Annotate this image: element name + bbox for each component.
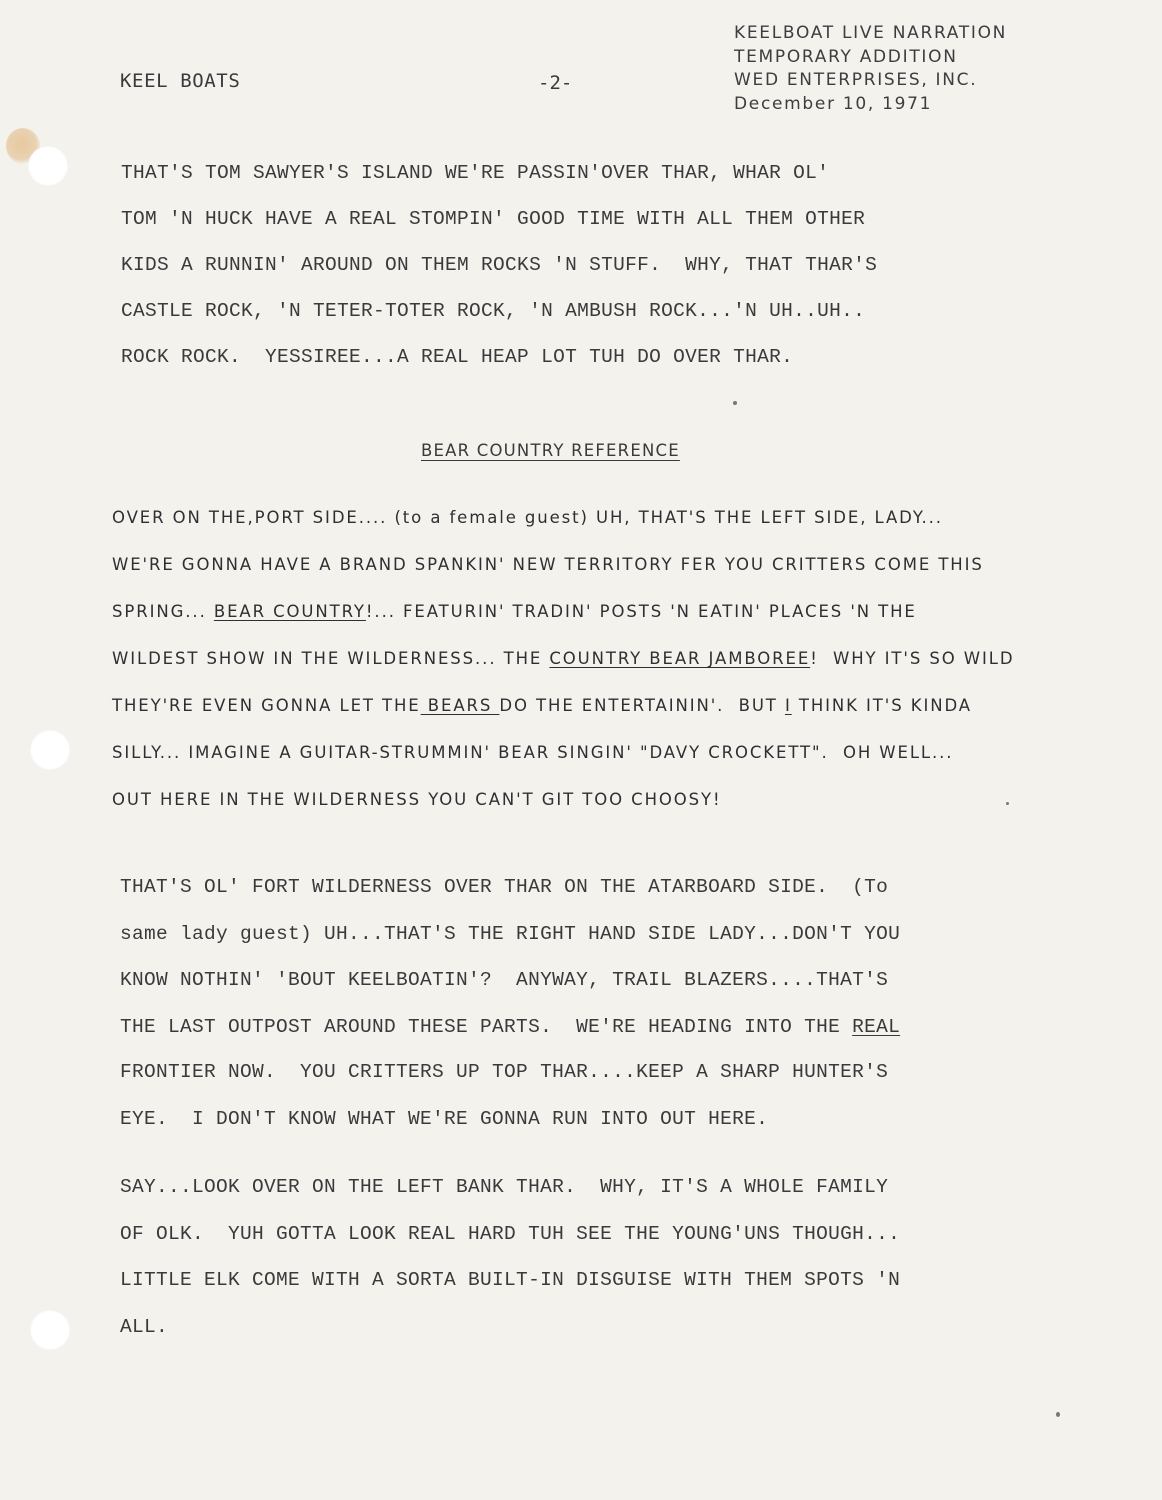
text-line: THE LAST OUTPOST AROUND THESE PARTS. WE'RE HEADING INTO THE REAL (120, 1016, 901, 1038)
header-info-line: KEELBOAT LIVE NARRATION (734, 23, 1008, 43)
text-line: EYE. I DON'T KNOW WHAT WE'RE GONNA RUN INTO OUT HERE. (120, 1108, 769, 1130)
text-line: SPRING... BEAR COUNTRY!... FEATURIN' TRADIN' POSTS 'N EATIN' PLACES 'N THE (112, 602, 917, 621)
text-line: KNOW NOTHIN' 'BOUT KEELBOATIN'? ANYWAY, TRAIL BLAZERS....THAT'S (120, 969, 889, 991)
binder-hole-bottom (30, 1310, 70, 1350)
document-title: KEEL BOATS (120, 70, 241, 92)
text-line: LITTLE ELK COME WITH A SORTA BUILT-IN DISGUISE WITH THEM SPOTS 'N (120, 1269, 901, 1291)
text-line: THAT'S TOM SAWYER'S ISLAND WE'RE PASSIN'OVER THAR, WHAR OL' (121, 162, 830, 184)
binder-hole-middle (30, 730, 70, 770)
section-heading-text: BEAR COUNTRY REFERENCE (421, 441, 680, 460)
text-line: OUT HERE IN THE WILDERNESS YOU CAN'T GIT TOO CHOOSY! (112, 790, 722, 809)
underlined-text: REAL (852, 1016, 901, 1038)
ink-speck (1056, 1412, 1060, 1417)
page-number: -2- (538, 72, 573, 94)
header-info-block (734, 22, 1007, 116)
underlined-text: I (784, 696, 792, 715)
text-line: OF OLK. YUH GOTTA LOOK REAL HARD TUH SEE THE YOUNG'UNS THOUGH... (120, 1223, 901, 1245)
underlined-text: BEAR COUNTRY (213, 602, 366, 621)
underlined-text: BEARS (420, 696, 500, 715)
binder-hole-top (28, 146, 68, 186)
text-line: SAY...LOOK OVER ON THE LEFT BANK THAR. WHY, IT'S A WHOLE FAMILY (120, 1176, 889, 1198)
text-line: FRONTIER NOW. YOU CRITTERS UP TOP THAR....KEEP A SHARP HUNTER'S (120, 1061, 889, 1083)
text-line: SILLY... IMAGINE A GUITAR-STRUMMIN' BEAR SINGIN' "DAVY CROCKETT". OH WELL... (112, 743, 954, 762)
text-line: same lady guest) UH...THAT'S THE RIGHT HAND SIDE LADY...DON'T YOU (120, 923, 901, 945)
ink-speck (1006, 802, 1009, 805)
text-line: WILDEST SHOW IN THE WILDERNESS... THE COUNTRY BEAR JAMBOREE! WHY IT'S SO WILD (112, 649, 1015, 668)
header-info-line: TEMPORARY ADDITION (734, 46, 958, 67)
underlined-text: COUNTRY BEAR JAMBOREE (549, 649, 811, 668)
text-line: WE'RE GONNA HAVE A BRAND SPANKIN' NEW TERRITORY FER YOU CRITTERS COME THIS (112, 555, 984, 574)
text-line: ALL. (120, 1316, 169, 1338)
text-line: THEY'RE EVEN GONNA LET THE BEARS DO THE ENTERTAININ'. BUT I THINK IT'S KINDA (112, 696, 972, 715)
text-line: CASTLE ROCK, 'N TETER-TOTER ROCK, 'N AMBUSH ROCK...'N UH..UH.. (121, 300, 866, 322)
text-line: KIDS A RUNNIN' AROUND ON THEM ROCKS 'N STUFF. WHY, THAT THAR'S (121, 254, 878, 276)
text-line: ROCK ROCK. YESSIREE...A REAL HEAP LOT TUH DO OVER THAR. (121, 346, 794, 368)
ink-speck (733, 401, 737, 405)
text-line: OVER ON THE,PORT SIDE.... (to a female guest) UH, THAT'S THE LEFT SIDE, LADY... (112, 508, 943, 527)
header-info-line: December 10, 1971 (734, 93, 933, 114)
section-heading (421, 441, 680, 460)
text-line: THAT'S OL' FORT WILDERNESS OVER THAR ON THE ATARBOARD SIDE. (To (120, 876, 889, 898)
header-info-line: WED ENTERPRISES, INC. (734, 70, 978, 90)
text-line: TOM 'N HUCK HAVE A REAL STOMPIN' GOOD TIME WITH ALL THEM OTHER (121, 208, 866, 230)
